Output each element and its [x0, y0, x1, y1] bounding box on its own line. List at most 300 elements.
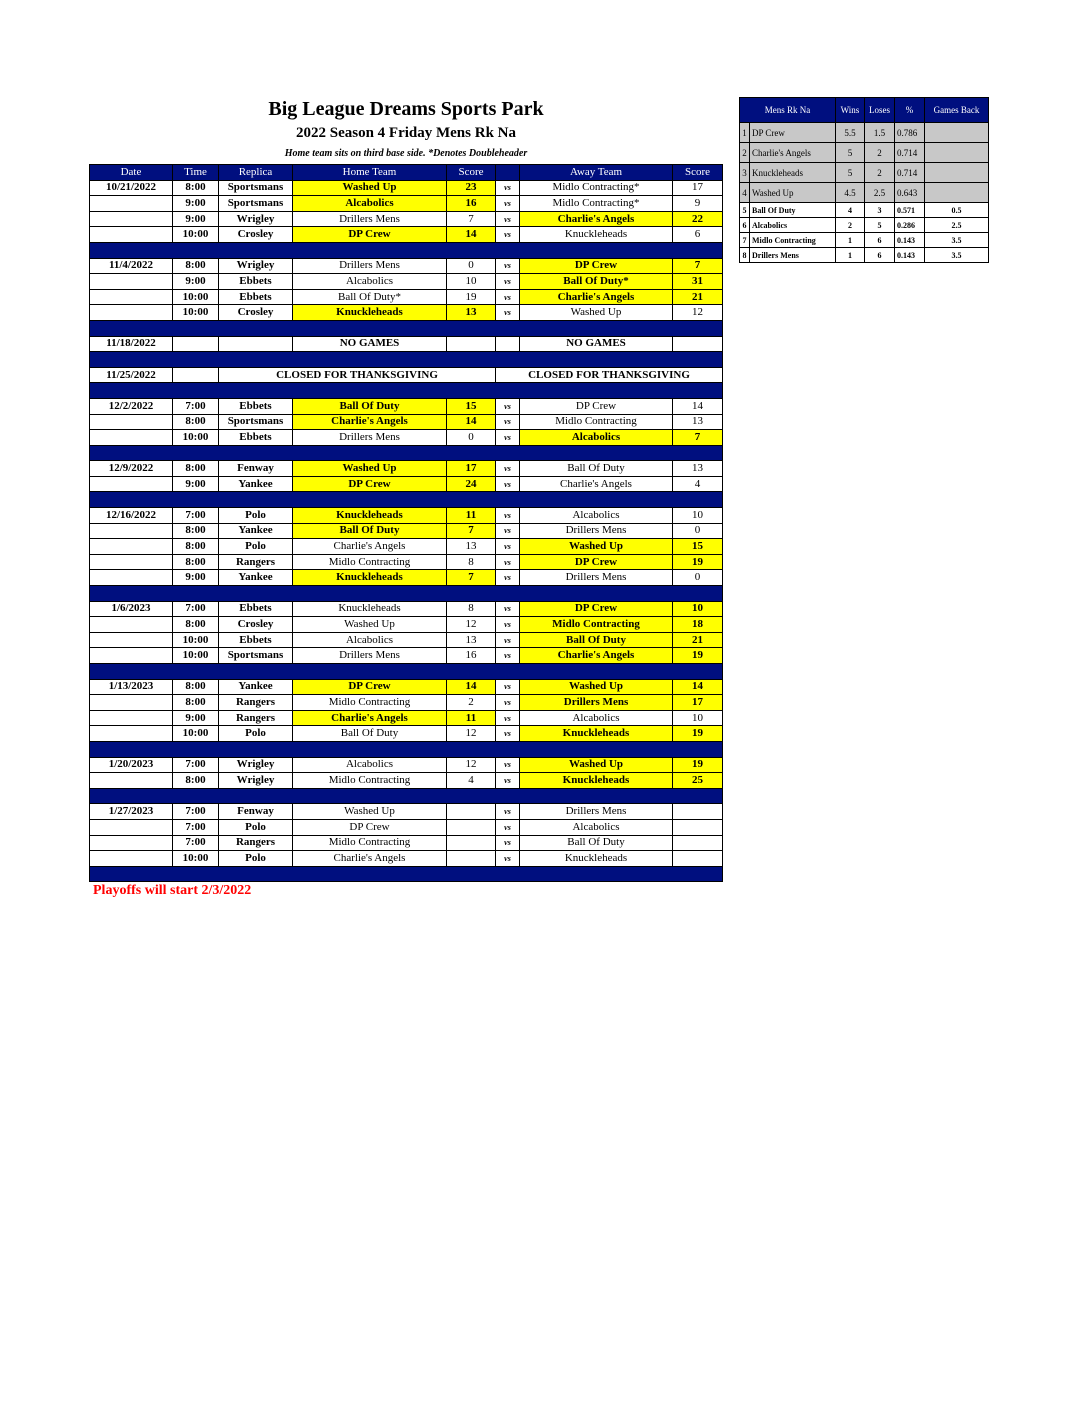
away-team: Midlo Contracting — [520, 414, 673, 430]
team-rank: 6 — [740, 218, 750, 233]
home-score: 12 — [447, 757, 496, 773]
game-date — [90, 648, 173, 664]
game-time: 10:00 — [173, 305, 219, 321]
game-date — [90, 414, 173, 430]
home-team: Ball Of Duty — [293, 398, 447, 414]
team-losses: 6 — [865, 248, 895, 263]
vs-label: vs — [496, 851, 520, 867]
away-team: Alcabolics — [520, 430, 673, 446]
home-score: 10 — [447, 274, 496, 290]
away-score — [673, 835, 723, 851]
week-separator-row — [90, 788, 723, 804]
empty-cell — [673, 336, 723, 352]
home-score: 16 — [447, 648, 496, 664]
game-date — [90, 274, 173, 290]
vs-label: vs — [496, 289, 520, 305]
team-wins: 4 — [836, 203, 865, 218]
away-team: Ball Of Duty — [520, 835, 673, 851]
field-name: Wrigley — [219, 258, 293, 274]
schedule-column-header: Time — [173, 165, 219, 181]
vs-label: vs — [496, 773, 520, 789]
separator-cell — [90, 586, 723, 602]
field-name: Yankee — [219, 570, 293, 586]
home-team: DP Crew — [293, 227, 447, 243]
away-score: 21 — [673, 632, 723, 648]
empty-cell — [219, 336, 293, 352]
team-wins: 1 — [836, 248, 865, 263]
home-team: Drillers Mens — [293, 211, 447, 227]
standings-row — [740, 248, 989, 263]
away-team: Midlo Contracting — [520, 617, 673, 633]
team-name: DP Crew — [750, 123, 836, 143]
standings-column-header: Games Back — [925, 98, 989, 123]
game-time: 7:00 — [173, 757, 219, 773]
home-team: Alcabolics — [293, 632, 447, 648]
games-back — [925, 183, 989, 203]
separator-cell — [90, 242, 723, 258]
team-pct: 0.571 — [895, 203, 925, 218]
empty-cell — [173, 367, 219, 383]
games-back: 0.5 — [925, 203, 989, 218]
field-name: Wrigley — [219, 211, 293, 227]
game-time: 8:00 — [173, 523, 219, 539]
away-score: 10 — [673, 508, 723, 524]
separator-cell — [90, 352, 723, 368]
away-score: 14 — [673, 679, 723, 695]
schedule-table — [89, 164, 723, 882]
table-row — [90, 305, 723, 321]
away-team: Drillers Mens — [520, 570, 673, 586]
team-losses: 5 — [865, 218, 895, 233]
away-score: 6 — [673, 227, 723, 243]
game-time: 9:00 — [173, 274, 219, 290]
home-score: 11 — [447, 710, 496, 726]
separator-cell — [90, 445, 723, 461]
home-team: Midlo Contracting — [293, 554, 447, 570]
vs-label: vs — [496, 710, 520, 726]
table-row — [90, 211, 723, 227]
field-name: Rangers — [219, 710, 293, 726]
away-team: DP Crew — [520, 554, 673, 570]
away-team: Alcabolics — [520, 819, 673, 835]
away-score: 19 — [673, 757, 723, 773]
field-name: Crosley — [219, 305, 293, 321]
game-time: 8:00 — [173, 773, 219, 789]
table-row — [90, 819, 723, 835]
home-team: Drillers Mens — [293, 648, 447, 664]
away-score — [673, 851, 723, 867]
game-time: 10:00 — [173, 648, 219, 664]
table-row — [90, 695, 723, 711]
vs-label: vs — [496, 695, 520, 711]
week-separator-row — [90, 586, 723, 602]
standings-row — [740, 203, 989, 218]
vs-label: vs — [496, 476, 520, 492]
page-title: Big League Dreams Sports Park — [268, 98, 544, 120]
game-date: 11/18/2022 — [90, 336, 173, 352]
vs-label: vs — [496, 196, 520, 212]
home-score: 19 — [447, 289, 496, 305]
home-score: 14 — [447, 679, 496, 695]
table-row — [90, 398, 723, 414]
home-team: Charlie's Angels — [293, 414, 447, 430]
separator-cell — [90, 788, 723, 804]
season-subtitle: 2022 Season 4 Friday Mens Rk Na — [295, 125, 516, 141]
game-date: 1/13/2023 — [90, 679, 173, 695]
games-back — [925, 163, 989, 183]
playoffs-notice: Playoffs will start 2/3/2022 — [93, 883, 252, 898]
away-score: 22 — [673, 211, 723, 227]
game-date — [90, 305, 173, 321]
away-score: 19 — [673, 554, 723, 570]
team-rank: 2 — [740, 143, 750, 163]
closed-label: CLOSED FOR THANKSGIVING — [496, 367, 723, 383]
game-time: 9:00 — [173, 196, 219, 212]
schedule-column-header: Away Team — [520, 165, 673, 181]
away-score: 17 — [673, 180, 723, 196]
home-score: 24 — [447, 476, 496, 492]
away-score: 9 — [673, 196, 723, 212]
team-wins: 2 — [836, 218, 865, 233]
table-row — [90, 461, 723, 477]
away-team: Knuckleheads — [520, 227, 673, 243]
away-score: 18 — [673, 617, 723, 633]
game-date — [90, 617, 173, 633]
game-time: 8:00 — [173, 414, 219, 430]
team-name: Alcabolics — [750, 218, 836, 233]
game-time: 8:00 — [173, 617, 219, 633]
game-date — [90, 835, 173, 851]
separator-cell — [90, 320, 723, 336]
team-wins: 5 — [836, 143, 865, 163]
away-score: 4 — [673, 476, 723, 492]
table-row — [90, 632, 723, 648]
team-pct: 0.143 — [895, 248, 925, 263]
away-team: Charlie's Angels — [520, 648, 673, 664]
schedule-column-header — [496, 165, 520, 181]
game-date: 12/16/2022 — [90, 508, 173, 524]
table-row — [90, 180, 723, 196]
game-time: 9:00 — [173, 476, 219, 492]
table-row — [90, 367, 723, 383]
home-team: Washed Up — [293, 461, 447, 477]
week-separator-row — [90, 242, 723, 258]
field-name: Yankee — [219, 476, 293, 492]
team-name: Knuckleheads — [750, 163, 836, 183]
game-date — [90, 539, 173, 555]
table-row — [90, 196, 723, 212]
field-name: Wrigley — [219, 773, 293, 789]
table-row — [90, 757, 723, 773]
team-pct: 0.143 — [895, 233, 925, 248]
team-wins: 4.5 — [836, 183, 865, 203]
game-time: 8:00 — [173, 554, 219, 570]
home-score: 7 — [447, 211, 496, 227]
field-name: Rangers — [219, 554, 293, 570]
game-date: 11/4/2022 — [90, 258, 173, 274]
standings-row — [740, 233, 989, 248]
table-row — [90, 430, 723, 446]
vs-label: vs — [496, 211, 520, 227]
team-pct: 0.786 — [895, 123, 925, 143]
standings-column-header: Wins — [836, 98, 865, 123]
game-time: 7:00 — [173, 508, 219, 524]
away-team: Drillers Mens — [520, 804, 673, 820]
vs-label: vs — [496, 305, 520, 321]
vs-label: vs — [496, 539, 520, 555]
field-name: Polo — [219, 726, 293, 742]
no-games-label: NO GAMES — [520, 336, 673, 352]
vs-label: vs — [496, 679, 520, 695]
vs-label: vs — [496, 819, 520, 835]
home-score: 15 — [447, 398, 496, 414]
team-losses: 2.5 — [865, 183, 895, 203]
field-name: Wrigley — [219, 757, 293, 773]
away-score: 7 — [673, 258, 723, 274]
team-name: Charlie's Angels — [750, 143, 836, 163]
home-team: Drillers Mens — [293, 258, 447, 274]
game-time: 9:00 — [173, 710, 219, 726]
vs-label: vs — [496, 804, 520, 820]
table-row — [90, 258, 723, 274]
vs-label: vs — [496, 414, 520, 430]
field-name: Polo — [219, 508, 293, 524]
home-score — [447, 804, 496, 820]
team-losses: 6 — [865, 233, 895, 248]
games-back: 2.5 — [925, 218, 989, 233]
home-team: Alcabolics — [293, 196, 447, 212]
field-name: Rangers — [219, 835, 293, 851]
field-name: Crosley — [219, 617, 293, 633]
field-name: Fenway — [219, 461, 293, 477]
away-team: Midlo Contracting* — [520, 180, 673, 196]
game-time: 7:00 — [173, 835, 219, 851]
team-losses: 2 — [865, 163, 895, 183]
home-score: 13 — [447, 632, 496, 648]
standings-header-row — [740, 98, 989, 123]
vs-label: vs — [496, 570, 520, 586]
vs-label: vs — [496, 632, 520, 648]
team-name: Drillers Mens — [750, 248, 836, 263]
schedule-column-header: Score — [447, 165, 496, 181]
field-name: Yankee — [219, 523, 293, 539]
table-row — [90, 289, 723, 305]
away-score: 0 — [673, 570, 723, 586]
home-team: Knuckleheads — [293, 508, 447, 524]
away-score: 19 — [673, 648, 723, 664]
game-time: 10:00 — [173, 430, 219, 446]
table-row — [90, 539, 723, 555]
field-name: Sportsmans — [219, 196, 293, 212]
away-score: 7 — [673, 430, 723, 446]
team-pct: 0.643 — [895, 183, 925, 203]
away-score: 25 — [673, 773, 723, 789]
standings-row — [740, 143, 989, 163]
away-team: Alcabolics — [520, 710, 673, 726]
game-date — [90, 710, 173, 726]
separator-cell — [90, 664, 723, 680]
home-score — [447, 851, 496, 867]
away-score: 10 — [673, 710, 723, 726]
standings-row — [740, 218, 989, 233]
vs-label: vs — [496, 757, 520, 773]
schedule-column-header: Date — [90, 165, 173, 181]
away-team: Washed Up — [520, 539, 673, 555]
game-date — [90, 773, 173, 789]
team-name: Midlo Contracting — [750, 233, 836, 248]
game-time: 8:00 — [173, 679, 219, 695]
schedule-column-header: Score — [673, 165, 723, 181]
field-name: Sportsmans — [219, 180, 293, 196]
field-name: Fenway — [219, 804, 293, 820]
vs-label: vs — [496, 726, 520, 742]
table-row — [90, 851, 723, 867]
game-time: 8:00 — [173, 180, 219, 196]
game-time: 10:00 — [173, 227, 219, 243]
team-rank: 4 — [740, 183, 750, 203]
team-name: Ball Of Duty — [750, 203, 836, 218]
home-score: 13 — [447, 539, 496, 555]
schedule-note: Home team sits on third base side. *Denotes Doubleheader — [284, 148, 528, 159]
home-team: Ball Of Duty* — [293, 289, 447, 305]
away-score — [673, 819, 723, 835]
table-row — [90, 710, 723, 726]
table-row — [90, 835, 723, 851]
away-team: Drillers Mens — [520, 523, 673, 539]
team-rank: 8 — [740, 248, 750, 263]
away-team: Knuckleheads — [520, 726, 673, 742]
vs-label: vs — [496, 523, 520, 539]
week-separator-row — [90, 383, 723, 399]
table-row — [90, 274, 723, 290]
standings-column-header: % — [895, 98, 925, 123]
team-wins: 1 — [836, 233, 865, 248]
home-team: Alcabolics — [293, 757, 447, 773]
game-date: 1/6/2023 — [90, 601, 173, 617]
home-team: Ball Of Duty — [293, 726, 447, 742]
home-team: Charlie's Angels — [293, 851, 447, 867]
team-pct: 0.286 — [895, 218, 925, 233]
games-back — [925, 123, 989, 143]
game-date — [90, 554, 173, 570]
field-name: Ebbets — [219, 398, 293, 414]
game-date — [90, 632, 173, 648]
away-team: Washed Up — [520, 679, 673, 695]
week-separator-row — [90, 445, 723, 461]
home-score: 8 — [447, 601, 496, 617]
team-rank: 7 — [740, 233, 750, 248]
game-date — [90, 726, 173, 742]
standings-row — [740, 183, 989, 203]
field-name: Polo — [219, 851, 293, 867]
home-team: DP Crew — [293, 819, 447, 835]
away-team: Washed Up — [520, 757, 673, 773]
home-score: 0 — [447, 430, 496, 446]
game-time: 8:00 — [173, 258, 219, 274]
week-separator-row — [90, 352, 723, 368]
home-team: DP Crew — [293, 476, 447, 492]
home-score: 11 — [447, 508, 496, 524]
game-date — [90, 570, 173, 586]
away-score: 12 — [673, 305, 723, 321]
week-separator-row — [90, 866, 723, 882]
separator-cell — [90, 866, 723, 882]
standings-column-header: Loses — [865, 98, 895, 123]
schedule-header-row — [90, 165, 723, 181]
home-score — [447, 835, 496, 851]
away-team: DP Crew — [520, 398, 673, 414]
home-score: 13 — [447, 305, 496, 321]
game-time: 9:00 — [173, 211, 219, 227]
game-time: 8:00 — [173, 461, 219, 477]
table-row — [90, 227, 723, 243]
home-team: Charlie's Angels — [293, 539, 447, 555]
away-score: 13 — [673, 461, 723, 477]
vs-label: vs — [496, 617, 520, 633]
home-score: 12 — [447, 726, 496, 742]
game-date — [90, 851, 173, 867]
away-score: 31 — [673, 274, 723, 290]
games-back — [925, 143, 989, 163]
away-score: 14 — [673, 398, 723, 414]
away-score: 21 — [673, 289, 723, 305]
game-date — [90, 523, 173, 539]
week-separator-row — [90, 492, 723, 508]
field-name: Sportsmans — [219, 648, 293, 664]
field-name: Polo — [219, 819, 293, 835]
table-row — [90, 508, 723, 524]
vs-label: vs — [496, 258, 520, 274]
table-row — [90, 570, 723, 586]
table-row — [90, 804, 723, 820]
home-team: Midlo Contracting — [293, 695, 447, 711]
week-separator-row — [90, 741, 723, 757]
vs-label: vs — [496, 554, 520, 570]
home-score: 23 — [447, 180, 496, 196]
game-time: 10:00 — [173, 289, 219, 305]
table-row — [90, 554, 723, 570]
table-row — [90, 726, 723, 742]
home-team: Charlie's Angels — [293, 710, 447, 726]
game-time: 7:00 — [173, 804, 219, 820]
team-losses: 3 — [865, 203, 895, 218]
home-team: Midlo Contracting — [293, 773, 447, 789]
schedule-column-header: Replica — [219, 165, 293, 181]
standings-row — [740, 123, 989, 143]
game-time: 10:00 — [173, 726, 219, 742]
home-score — [447, 819, 496, 835]
closed-label: CLOSED FOR THANKSGIVING — [219, 367, 496, 383]
table-row — [90, 336, 723, 352]
away-score: 15 — [673, 539, 723, 555]
table-row — [90, 414, 723, 430]
field-name: Ebbets — [219, 274, 293, 290]
table-row — [90, 648, 723, 664]
game-date — [90, 476, 173, 492]
separator-cell — [90, 741, 723, 757]
game-date: 1/27/2023 — [90, 804, 173, 820]
standings-column-header: Mens Rk Na — [740, 98, 836, 123]
vs-label: vs — [496, 601, 520, 617]
team-pct: 0.714 — [895, 163, 925, 183]
empty-cell — [447, 336, 496, 352]
home-team: Knuckleheads — [293, 570, 447, 586]
game-date — [90, 819, 173, 835]
schedule-column-header: Home Team — [293, 165, 447, 181]
game-date — [90, 211, 173, 227]
field-name: Ebbets — [219, 289, 293, 305]
team-losses: 2 — [865, 143, 895, 163]
